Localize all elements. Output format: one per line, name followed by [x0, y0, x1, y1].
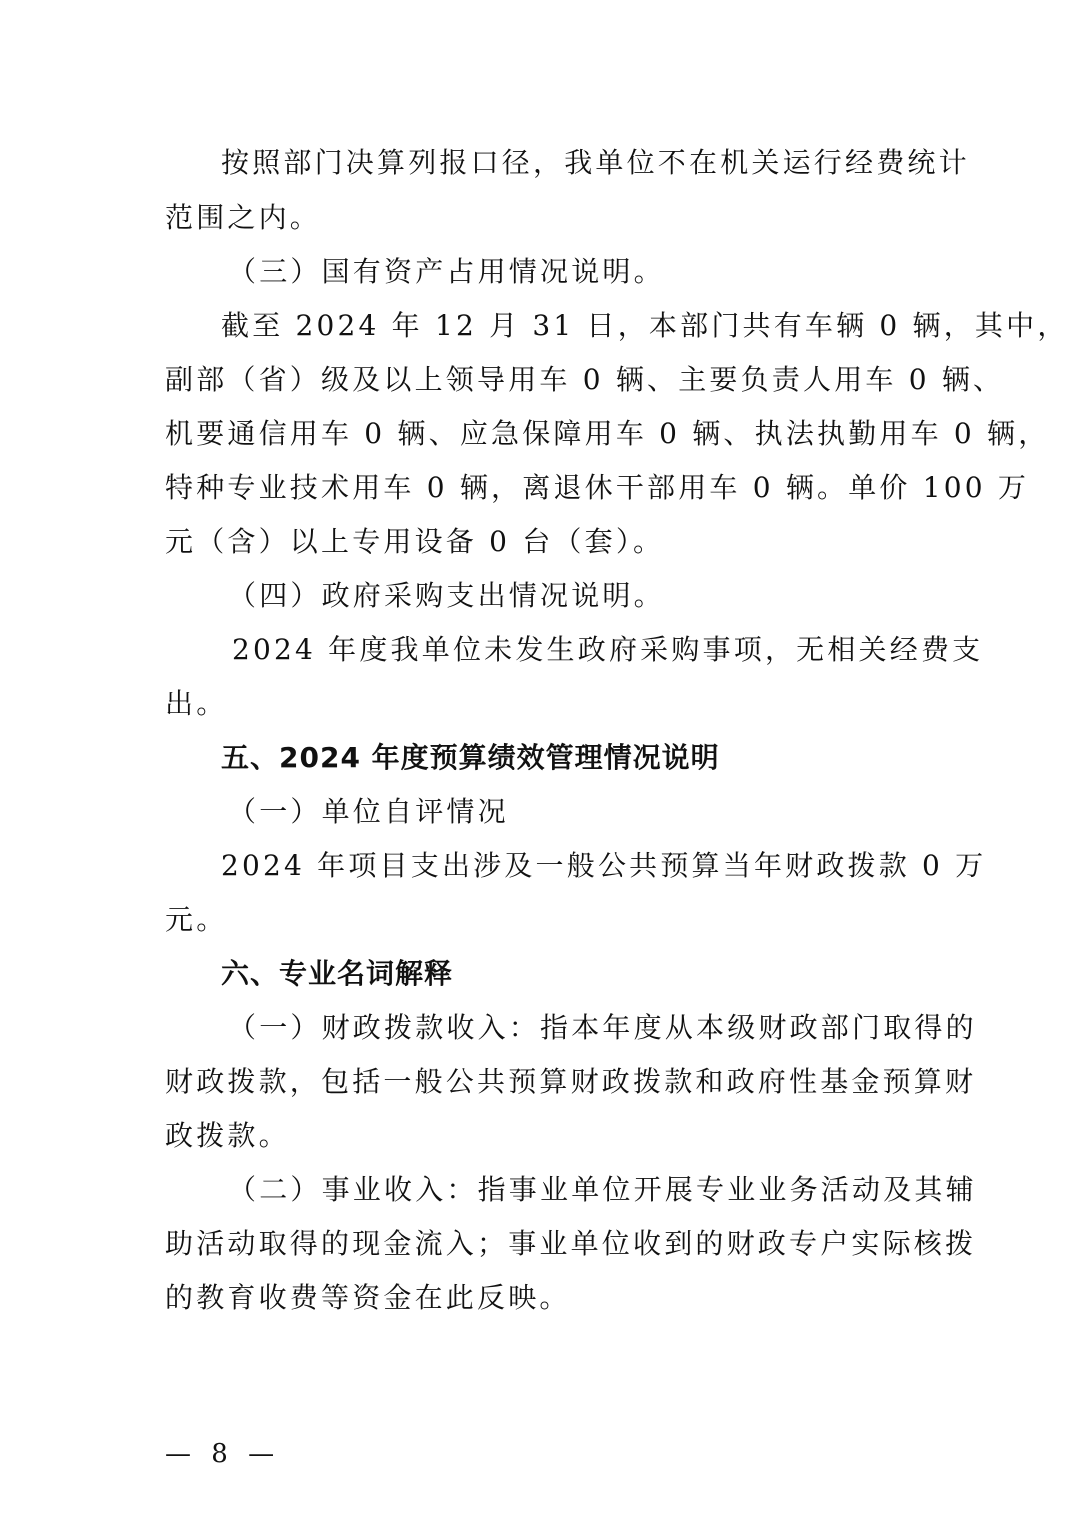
paragraph-line: （一）财政拨款收入：指本年度从本级财政部门取得的 [228, 1011, 977, 1044]
paragraph-line: 特种专业技术用车 0 辆，离退休干部用车 0 辆。单价 100 万 [165, 471, 1030, 504]
paragraph-line: 范围之内。 [165, 201, 322, 234]
page-number: — 8 — [165, 1439, 281, 1469]
paragraph-line: 机要通信用车 0 辆、应急保障用车 0 辆、执法执勤用车 0 辆， [165, 417, 1050, 450]
paragraph-line: 截至 2024 年 12 月 31 日，本部门共有车辆 0 辆，其中， [221, 309, 1069, 342]
paragraph-line: 2024 年项目支出涉及一般公共预算当年财政拨款 0 万 [221, 849, 987, 882]
paragraph-line: 按照部门决算列报口径，我单位不在机关运行经费统计 [221, 146, 970, 179]
paragraph-line: （二）事业收入：指事业单位开展专业业务活动及其辅 [228, 1173, 977, 1206]
paragraph-line: 的教育收费等资金在此反映。 [165, 1281, 571, 1314]
paragraph-line: 出。 [165, 687, 228, 720]
paragraph-line: 元（含）以上专用设备 0 台（套）。 [165, 525, 665, 558]
section-heading: 五、2024 年度预算绩效管理情况说明 [221, 741, 720, 774]
subsection-heading: （三）国有资产占用情况说明。 [228, 255, 665, 288]
paragraph-line: 助活动取得的现金流入；事业单位收到的财政专户实际核拨 [165, 1227, 977, 1260]
paragraph-line: 副部（省）级及以上领导用车 0 辆、主要负责人用车 0 辆、 [165, 363, 1005, 396]
subsection-heading: （四）政府采购支出情况说明。 [228, 579, 665, 612]
paragraph-line: 财政拨款，包括一般公共预算财政拨款和政府性基金预算财 [165, 1065, 977, 1098]
subsection-heading: （一）单位自评情况 [228, 795, 509, 828]
section-heading: 六、专业名词解释 [221, 957, 454, 990]
paragraph-line: 元。 [165, 903, 228, 936]
paragraph-line: 政拨款。 [165, 1119, 290, 1152]
paragraph-line: 2024 年度我单位未发生政府采购事项，无相关经费支 [232, 633, 984, 666]
